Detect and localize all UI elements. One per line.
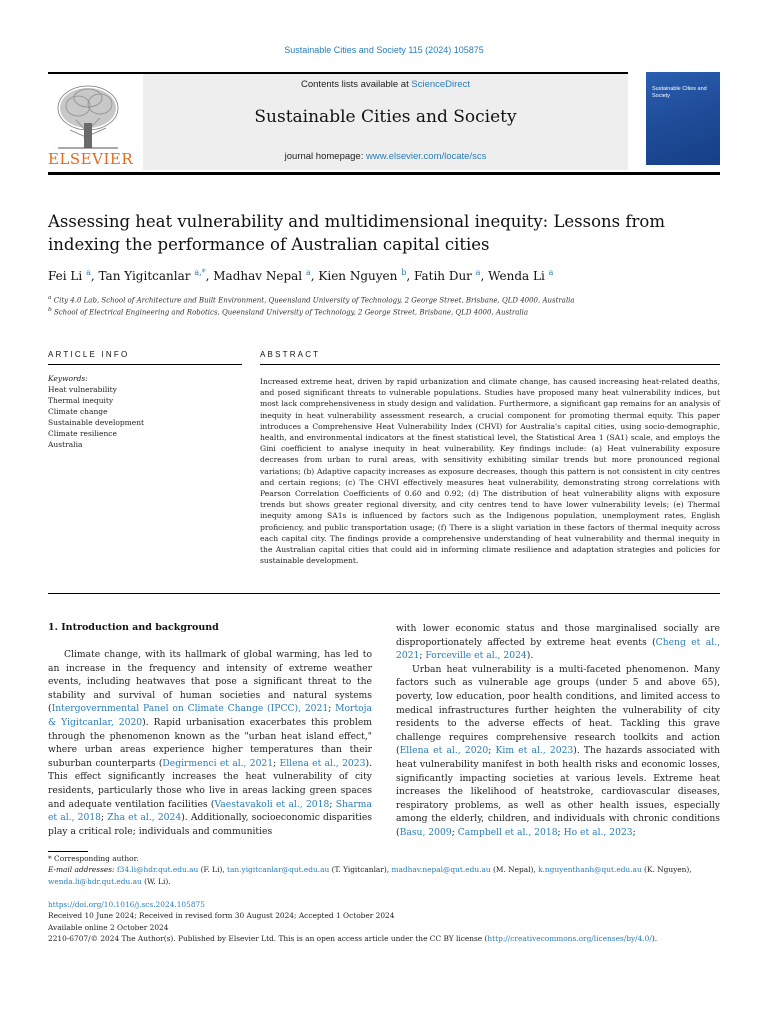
reference-link[interactable]: Campbell et al., 2018 — [457, 826, 558, 838]
article-meta — [48, 899, 728, 945]
reference-link[interactable]: Basu, 2009 — [399, 826, 452, 838]
body-paragraph: with lower economic status and those marginalised socially are disproportionately affected by extreme heat events (Cheng et al., 2021; Forceville et al., 2024). — [396, 623, 720, 662]
homepage-prefix: journal homepage: — [284, 151, 366, 162]
author[interactable]: Tan Yigitcanlar $^{a,*}$ — [98, 268, 206, 283]
keyword: Australia — [48, 440, 83, 449]
keywords-label: Keywords: — [48, 374, 88, 383]
article-info-rule — [48, 364, 242, 365]
keyword: Thermal inequity — [48, 396, 114, 405]
header-bottom-rule — [48, 172, 720, 175]
contents-prefix: Contents lists available at — [301, 79, 412, 90]
contents-availability — [143, 79, 628, 90]
abstract-rule — [260, 364, 720, 365]
license-link[interactable]: http://creativecommons.org/licenses/by/4.0/ — [487, 934, 652, 944]
body-paragraph: Urban heat vulnerability is a multi-faceted phenomenon. Many factors such as vulnerable age groups (under 5 and above 65), poverty, low education, poor health conditions, and limited access to medical infrastructures further heighten the vulnerability of city residents to the adverse effects of heat. Tackling this grave challenge requires comprehensive research toolkits and action (Ellena et al., 2020; Kim et al., 2023). The hazards associated with heat vulnerability manifest in both health risks and economic losses, significantly impacting societies at various levels. Extreme heat increases the likelihood of heatstroke, cardiovascular diseases, respiratory problems, as well as other health issues, especially among the elderly, children, and individuals with chronic conditions (Basu, 2009; Campbell et al., 2018; Ho et al., 2023; — [396, 663, 720, 838]
copyright-line: 2210-6707/© 2024 The Author(s). Published by Elsevier Ltd. This is an open access article under the CC BY license (http://creativecommons.org/licenses/by/4.0/). — [48, 934, 658, 944]
author[interactable]: Madhav Nepal $^a$ — [213, 268, 311, 283]
affiliation-b: $^b$ School of Electrical Engineering and Robotics, Queensland University of Technology, 2 George Street, Brisbane, QLD 4000, Australia — [48, 307, 529, 317]
keyword: Climate change — [48, 407, 108, 416]
abstract-text: Increased extreme heat, driven by rapid urbanization and climate change, has caused increasing heat-related deaths, and posed significant threats to vulnerable populations. Studies have proposed many heat vulnerability indices, but most lack comprehensiveness in study design and validation. Furthermore, a significant gap remains for an analysis of inequity in heat vulnerability assessment research, a crucial component for promoting thermal equity. This paper introduces a Comprehensive Heat Vulnerability Index (CHVI) for Australia's capital cities, using socio-demographic, health, and environmental indicators at the finest statistical level, the Statistical Area 1 (SA1) scale, and employs the Gini coefficient to analyse inequity in heat vulnerability. Key findings include: (a) Heat vulnerability exposure decreases from urban to rural areas, with sensitivity exhibiting similar trends but more pronounced regional variations; (b) Adaptive capacity increases as exposure decreases, though this pattern is not consistent in city centres and certain regions; (c) The CHVI effectively measures heat vulnerability, demonstrating strong correlations with Pearson Correlation Coefficients of 0.60 and 0.92; (d) The distribution of heat vulnerability aligns with exposure trends but shows greater regional diversity, and city centres tend to have lower vulnerability levels; (e) Thermal inequity among SA1s is influenced by factors such as the Indigenous population, unemployment rates, English proficiency, and public transportation usage; (f) There is a slight variation in these factors of thermal inequity across each capital city. The findings provide a comprehensive understanding of heat vulnerability and thermal inequity in the Australian capital cities that could aid in informing climate resilience and adaptation strategies and policies for sustainable development. — [260, 377, 720, 566]
author[interactable]: Fatih Dur $^a$ — [413, 268, 481, 283]
doi-link[interactable]: https://doi.org/10.1016/j.scs.2024.105875 — [48, 900, 205, 909]
body-column-right — [396, 622, 720, 840]
email-addresses: E-mail addresses: f34.li@hdr.qut.edu.au (F. Li), tan.yigitcanlar@qut.edu.au (T. Yigitcanlar), madhav.nepal@qut.edu.au (M. Nepal), k.nguyenthanh@qut.edu.au (K. Nguyen), wenda.li@hdr.qut.edu.au (W. Li). — [48, 865, 692, 886]
reference-link[interactable]: Intergovernmental Panel on Climate Change (IPCC), 2021 — [51, 703, 329, 715]
article-info-heading: ARTICLE INFO — [48, 350, 130, 359]
paper-title-line-2: indexing the performance of Australian capital cities — [48, 235, 490, 254]
reference-link[interactable]: Degirmenci et al., 2021 — [162, 757, 274, 769]
elsevier-wordmark: ELSEVIER — [48, 150, 134, 168]
email-link[interactable]: madhav.nepal@qut.edu.au — [391, 865, 491, 875]
keywords-list — [48, 384, 144, 450]
email-link[interactable]: wenda.li@hdr.qut.edu.au — [48, 876, 142, 886]
reference-link[interactable]: Forceville et al., 2024 — [425, 650, 527, 662]
journal-citation[interactable]: Sustainable Cities and Society 115 (2024) 105875 — [284, 45, 484, 55]
reference-link[interactable]: Mortoja & Yigitcanlar, 2020 — [48, 703, 372, 728]
body-paragraph: Climate change, with its hallmark of global warming, has led to an increase in the frequency and intensity of extreme weather events, including heatwaves that pose a significant threat to the stability and survival of human societies and natural systems (Intergovernmental Panel on Climate Change (IPCC), 2021; Mortoja & Yigitcanlar, 2020). Rapid urbanisation exacerbates this problem through the phenomenon known as the "urban heat island effect," where urban areas experience higher temperatures than their suburban counterparts (Degirmenci et al., 2021; Ellena et al., 2023). This effect significantly increases the heat vulnerability of city residents, particularly those who live in areas lacking green spaces and adequate ventilation facilities (Vaestavakoli et al., 2018; Sharma et al., 2018; Zha et al., 2024). Additionally, socioeconomic disparities play a critical role; individuals and communities — [48, 649, 372, 837]
cover-journal-title: Sustainable Cities and Society — [652, 86, 707, 99]
received-dates: Received 10 June 2024; Received in revised form 30 August 2024; Accepted 1 October 2024 — [48, 911, 395, 921]
reference-link[interactable]: Cheng et al., 2021 — [396, 636, 720, 662]
footnote-rule — [48, 851, 88, 852]
author-list: Fei Li $^a$, Tan Yigitcanlar $^{a,*}$, Madhav Nepal $^a$, Kien Nguyen $^b$, Fatih Dur $^a$, Wenda Li $^a$ — [48, 268, 554, 283]
sciencedirect-link[interactable]: ScienceDirect — [411, 79, 470, 90]
paper-title-line-1: Assessing heat vulnerability and multidimensional inequity: Lessons from — [48, 212, 665, 231]
body-column-left — [48, 648, 372, 838]
reference-link[interactable]: Sharma et al., 2018 — [48, 798, 372, 824]
reference-link[interactable]: Ho et al., 2023 — [563, 826, 633, 838]
author[interactable]: Kien Nguyen $^b$ — [318, 268, 407, 283]
email-link[interactable]: tan.yigitcanlar@qut.edu.au — [227, 865, 330, 875]
corresponding-author-note: * Corresponding author. — [48, 854, 139, 863]
journal-homepage — [143, 151, 628, 162]
paper-title — [48, 210, 728, 256]
homepage-link[interactable]: www.elsevier.com/locate/scs — [365, 151, 487, 162]
abstract-heading: ABSTRACT — [260, 350, 321, 359]
email-link[interactable]: f34.li@hdr.qut.edu.au — [116, 865, 199, 875]
keyword: Heat vulnerability — [48, 385, 117, 394]
keyword: Sustainable development — [48, 418, 145, 427]
email-link[interactable]: k.nguyenthanh@qut.edu.au — [538, 865, 642, 875]
abstract-bottom-rule — [48, 593, 720, 594]
author[interactable]: Fei Li $^a$ — [48, 268, 91, 283]
reference-link[interactable]: Ellena et al., 2020 — [399, 745, 489, 757]
reference-link[interactable]: Ellena et al., 2023 — [279, 757, 366, 769]
available-online-date: Available online 2 October 2024 — [48, 922, 169, 932]
reference-link[interactable]: Zha et al., 2024 — [107, 812, 182, 824]
reference-link[interactable]: Vaestavakoli et al., 2018 — [214, 798, 330, 810]
author[interactable]: Wenda Li $^a$ — [488, 268, 554, 283]
affiliation-a: $^a$ City 4.0 Lab, School of Architecture and Built Environment, Queensland University of Technology, 2 George Street, Brisbane, QLD 4000, Australia — [48, 295, 575, 305]
section-1-heading: 1. Introduction and background — [48, 622, 219, 633]
reference-link[interactable]: Kim et al., 2023 — [495, 745, 574, 757]
footnotes — [48, 853, 724, 887]
journal-title: Sustainable Cities and Society — [254, 107, 517, 127]
keyword: Climate resilience — [48, 429, 117, 438]
